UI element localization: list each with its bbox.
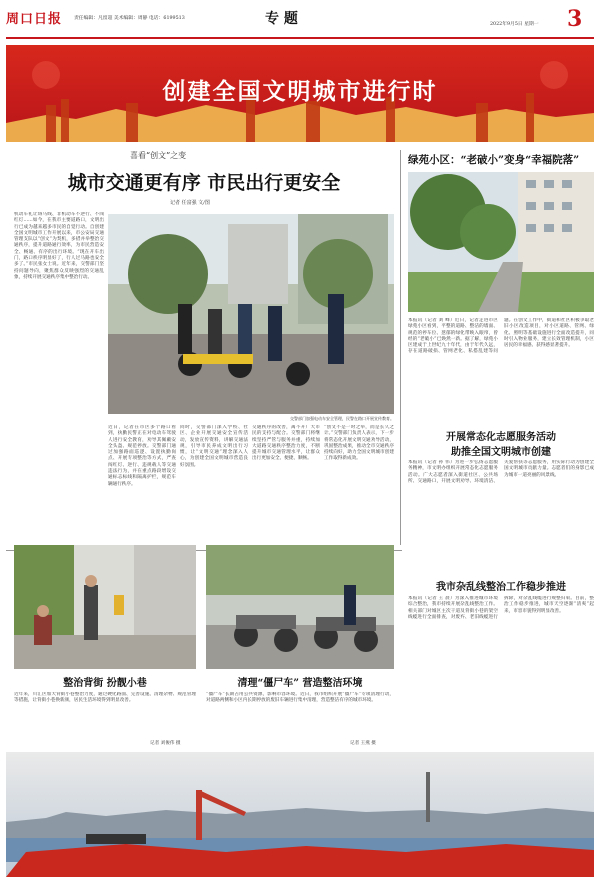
main-col-3: 同时，交警部门深入学校、社区、企业开展交通安全宣传活动，发放宣传资料，讲解交通法规，引导市民养成文明出行习惯，让“文明交通”理念深入人心，为创建全国文明城市营造良好氛围。 <box>180 425 248 468</box>
alley-caption: 近年来，川汇区加大背街小巷整治力度，通过硬化路面、完善设施、清理杂物、规范管理等措施，让背街小巷换新颜，居民生活环境得到明显改善。 <box>14 692 196 704</box>
traffic-police-illustration <box>108 214 394 414</box>
zombie-car-illustration <box>206 545 394 669</box>
zombie-car-headline: 清理“僵尸车” 营造整洁环境 <box>237 678 363 689</box>
main-headline: 城市交通更有序 市民出行更安全 <box>67 172 341 194</box>
main-col-5: “创文不是一时之举，而是长久之计。”交警部门负责人表示，下一步将常态化开展文明交通劝导活动，巩固整治成果，推动全市交通秩序持续向好，助力全国文明城市创建工作取得新成效。 <box>324 425 394 462</box>
main-col-4: 交通秩序的改善，离不开广大市民的支持与配合。交警部门将继续坚持严管与服务并重，持续加大道路交通秩序整治力度，不断提升城市交通管理水平，让群众出行更加安全、便捷、顺畅。 <box>252 425 320 462</box>
residential-headline: 绿苑小区：“老破小”变身“幸福院落” <box>408 154 580 166</box>
main-col-2: 近日，记者在市区多个路口看到，执勤民警正在对电动车驾驶人进行安全教育，劝导其佩戴安全头盔、规范停放。交警部门通过加强路面巡逻、设置执勤岗点、开展专项整治等方式，严查闯红灯、逆行、违规载人等交通违法行为，并在重点路段增设交通标志标线和隔离护栏，规范车辆通行秩序。 <box>108 425 176 487</box>
header-rule <box>6 37 594 39</box>
zombie-car-photo <box>206 545 394 669</box>
main-col-1: 机动车礼让斑马线、非机动车不逆行、不闯红灯……如今，在我市主要道路口，文明出行已成为越来越多市民的自觉行动。自创建全国文明城市工作开展以来，市公安局交通管理支队以“创文”为契机，多措并举整治交通秩序，提升道路通行效率，为市民营造安全、畅通、有序的出行环境。“现在开车出门，路口秩序明显好了，行人过马路也安全多了。”市民张女士说。近年来，交警部门坚持问题导向，聚焦群众反映强烈的交通乱象，持续开展交通秩序集中整治行动。 <box>14 212 104 280</box>
top-banner <box>6 45 594 142</box>
volunteer-text: 本报讯（记者 孙 伟）为进一步弘扬志愿服务精神，市文明办组织开展常态化志愿服务活动。广大志愿者深入街道社区、公共场所、交通路口，开展文明劝导、环境清洁、关爱帮扶等志愿服务，用实际行动为创建全国文明城市贡献力量。志愿者们的身影已成为城市一道亮丽的风景线。 <box>408 460 594 484</box>
page-number: 3 <box>567 6 583 32</box>
newspaper-logo: 周口日报 <box>6 12 63 27</box>
alley-credit: 记者 刘俊伟 摄 <box>150 741 181 746</box>
column-divider <box>400 150 401 545</box>
volunteer-headline-1: 开展常态化志愿服务活动 <box>446 432 556 443</box>
section-title: 专 题 <box>265 11 298 27</box>
city-panorama-illustration <box>6 752 594 877</box>
main-photo <box>108 214 394 414</box>
kicker: 喜看“创文”之变 <box>130 151 187 160</box>
editor-info: 责任编辑：凡留超 美术编辑：周静 电话：6199513 <box>74 16 185 21</box>
footer-panorama <box>6 752 594 877</box>
alley-headline: 整治背街 扮靓小巷 <box>63 678 147 689</box>
banner-title: 创建全国文明城市进行时 <box>162 79 438 105</box>
volunteer-headline-2: 助推全国文明城市创建 <box>451 447 551 458</box>
main-byline: 记者 任富强 文/图 <box>170 200 210 206</box>
residential-illustration <box>408 172 594 312</box>
residential-photo <box>408 172 594 312</box>
zombie-car-credit: 记者 王燕 摄 <box>350 741 376 746</box>
alley-photo <box>14 545 196 669</box>
cable-text: 本报讯（记者 王 晨）为深入推进城市环境综合整治，我市持续开展杂乱线整治工作。相关部门对城区主次干道及背街小巷的架空线缆进行全面排查，对废弃、老旧线缆进行拆除，对杂乱线缆进行规整归束。目前，整治工作稳步推进，城市天空逐渐“清爽”起来，市容市貌得到明显改善。 <box>408 596 594 620</box>
cable-headline: 我市杂乱线整治工作稳步推进 <box>436 582 566 593</box>
zombie-car-caption: “僵尸车”长期占用公共资源，影响市容环境。近日，我市组织开展“僵尸车”专项清理行动，对道路两侧和小区内长期停放的废旧车辆进行集中清理，营造整洁有序的城市环境。 <box>206 692 394 704</box>
issue-date: 2022年9月5日 星期一 <box>490 22 539 27</box>
alley-illustration <box>14 545 196 669</box>
residential-text: 本报讯（记者 刘 峰）近日，记者走进市区绿苑小区看到，平整的道路、整洁的墙面、规范的停车位、葱郁的绿化带映入眼帘，曾经的“老破小”已焕然一新。据了解，绿苑小区建成于上世纪九十年代，由于年代久远，存在道路破损、管网老化、私搭乱建等问题。在创文工作中，街道和社区积极争取老旧小区改造项目，对小区道路、管网、绿化、照明等基础设施进行全面改造提升，同时引入物业服务，建立长效管理机制，小区居民的幸福感、获得感显著提升。 <box>408 318 594 355</box>
photo-caption: 交警部门加强电动车安全管理，民警在路口开展宣传教育。 <box>290 416 394 421</box>
